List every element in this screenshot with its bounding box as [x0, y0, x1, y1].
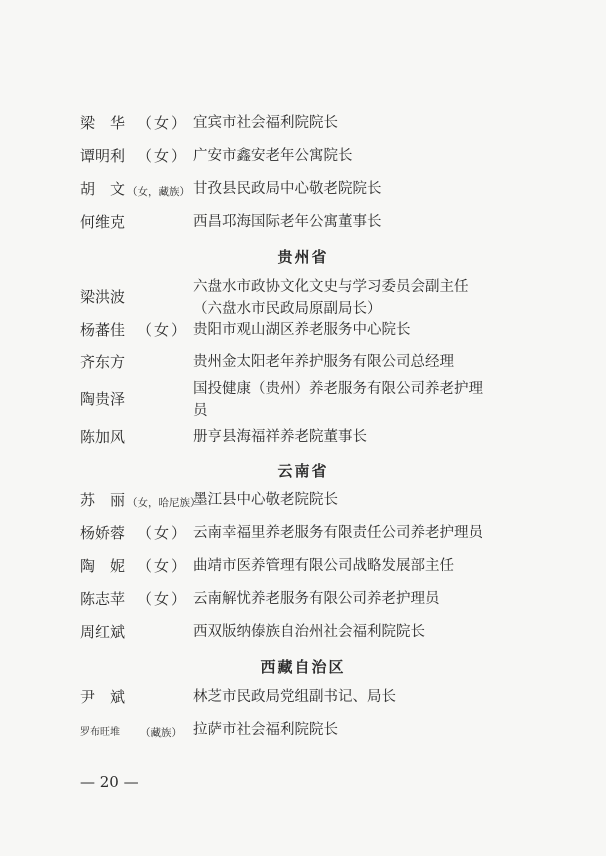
person-title: 六盘水市政协文化文史与学习委员会副主任: [193, 279, 469, 295]
person-gender: （藏族）: [140, 727, 182, 739]
person-gender: （女）: [137, 321, 189, 339]
person-title: 林芝市民政局党组副书记、局长: [193, 689, 396, 705]
person-name: 陈志苹: [80, 590, 126, 608]
section-heading-yunnan: 云南省: [277, 462, 329, 480]
person-title: 贵阳市观山湖区养老服务中心院长: [193, 322, 411, 338]
person-name: 尹 斌: [80, 688, 126, 706]
person-gender: （女）: [137, 147, 189, 165]
section-heading-xizang: 西藏自治区: [260, 658, 346, 676]
person-title: 广安市鑫安老年公寓院长: [193, 148, 353, 164]
person-title: 册亨县海福祥养老院董事长: [193, 429, 367, 445]
person-gender: （女）: [137, 114, 189, 132]
person-name: 苏 丽: [80, 491, 126, 509]
person-name: 杨蕃佳: [80, 321, 126, 339]
person-title: 西昌邛海国际老年公寓董事长: [193, 214, 382, 230]
person-title: 国投健康（贵州）养老服务有限公司养老护理: [193, 381, 483, 397]
person-name: 梁洪波: [80, 288, 126, 306]
person-title: 拉萨市社会福利院院长: [193, 722, 338, 738]
person-name: 齐东方: [80, 353, 126, 371]
page-number: — 20 —: [80, 773, 139, 791]
person-name: 陶贵泽: [80, 390, 126, 408]
section-heading-guizhou: 贵州省: [277, 248, 329, 266]
person-name: 周红斌: [80, 623, 126, 641]
person-title: 云南解忧养老服务有限公司养老护理员: [193, 591, 440, 607]
person-name: 何维克: [80, 213, 126, 231]
person-name: 杨娇蓉: [80, 524, 126, 542]
person-gender: （女，哈尼族）: [127, 497, 201, 509]
person-title-cont: 员: [193, 403, 208, 419]
person-gender: （女）: [137, 590, 189, 608]
person-name: 胡 文: [80, 180, 126, 198]
person-gender: （女）: [137, 524, 189, 542]
person-title: 云南幸福里养老服务有限责任公司养老护理员: [193, 525, 483, 541]
person-gender: （女）: [137, 557, 189, 575]
person-name: 谭明利: [80, 147, 126, 165]
person-title: 墨江县中心敬老院院长: [193, 492, 338, 508]
person-name: 陈加风: [80, 428, 126, 446]
person-title: 曲靖市医养管理有限公司战略发展部主任: [193, 558, 454, 574]
person-name: 罗布旺堆: [80, 727, 120, 738]
person-title: 甘孜县民政局中心敬老院院长: [193, 181, 382, 197]
person-title-cont: （六盘水市民政局原副局长）: [193, 301, 382, 317]
person-gender: （女，藏族）: [127, 186, 190, 198]
person-title: 宜宾市社会福利院院长: [193, 115, 338, 131]
person-title: 西双版纳傣族自治州社会福利院院长: [193, 624, 425, 640]
person-title: 贵州金太阳老年养护服务有限公司总经理: [193, 354, 454, 370]
person-name: 陶 妮: [80, 557, 126, 575]
person-name: 梁 华: [80, 114, 126, 132]
